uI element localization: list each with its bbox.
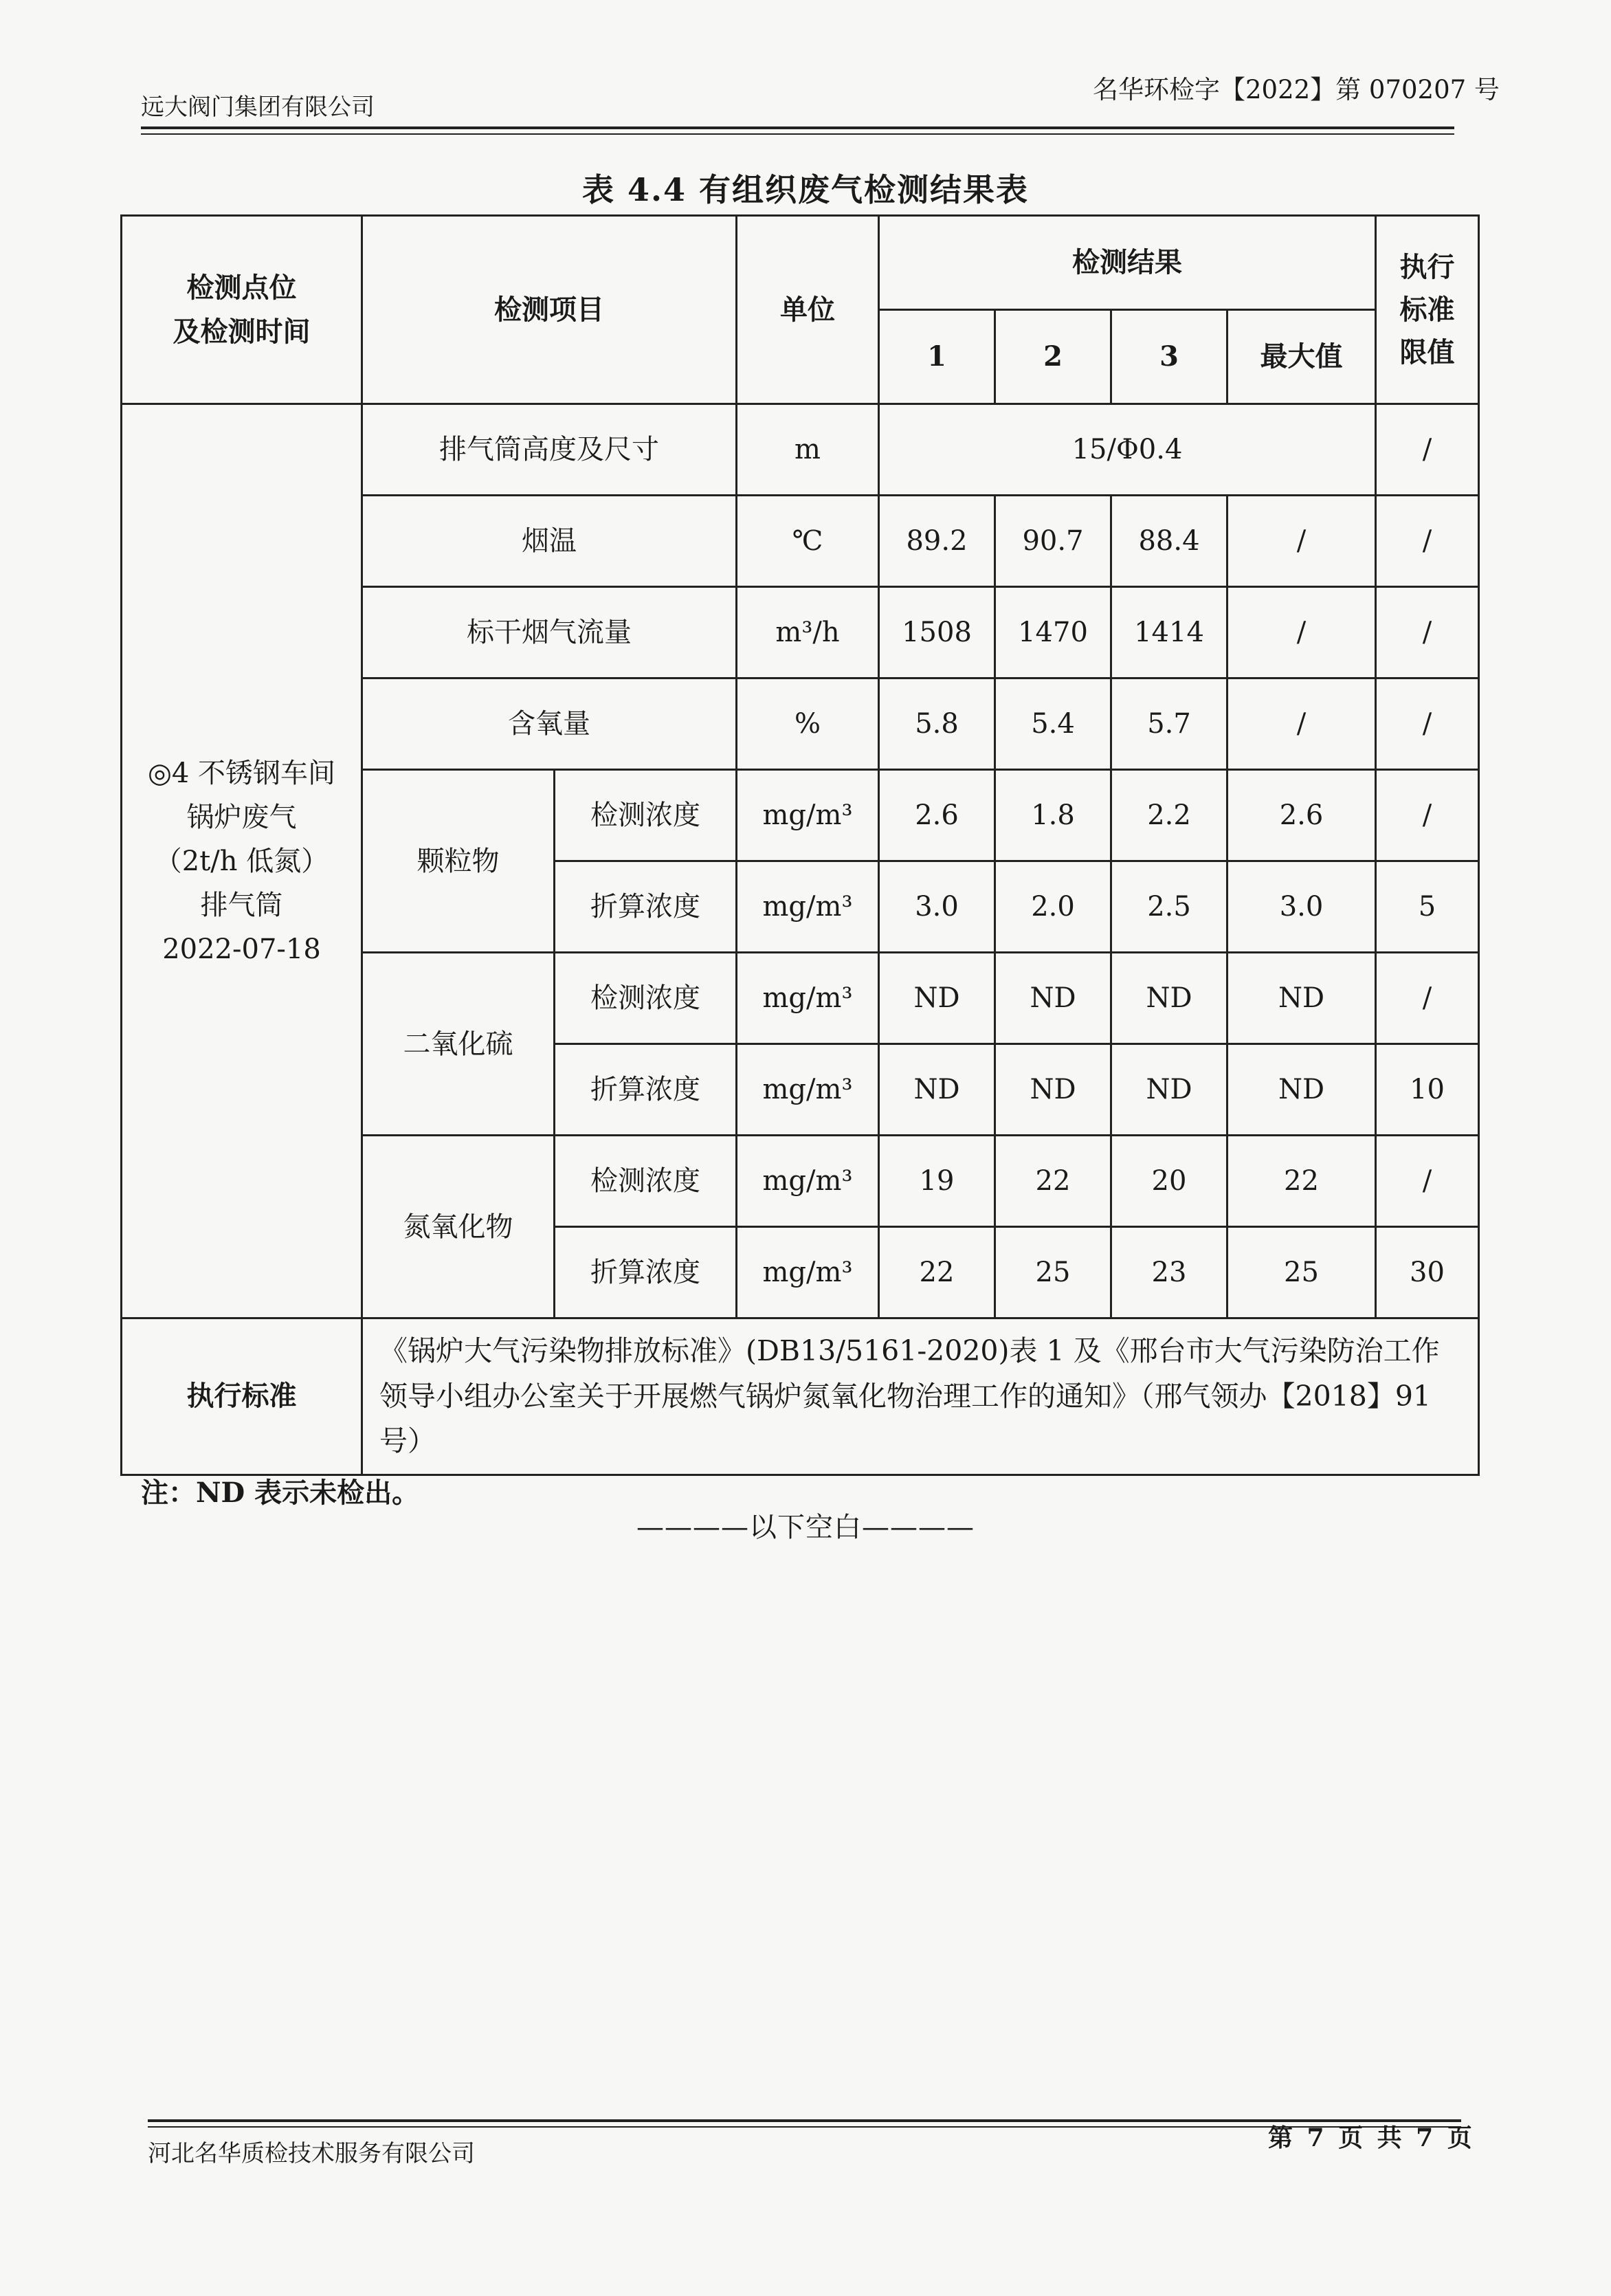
footer-page-number: 第 7 页 共 7 页 <box>1268 2123 1475 2152</box>
row-subitem: 检测浓度 <box>555 1136 737 1227</box>
standard-row <box>122 1318 1479 1475</box>
row-subitem: 折算浓度 <box>555 861 737 953</box>
row-value-3: 2.5 <box>1111 861 1227 953</box>
row-value-2: 22 <box>995 1136 1111 1227</box>
row-value-3: 23 <box>1111 1227 1227 1318</box>
row-unit: mg/m³ <box>737 953 879 1044</box>
header-report-number: 名华环检字【2022】第 070207 号 <box>1093 75 1500 104</box>
header-result-max: 最大值 <box>1227 310 1376 404</box>
row-limit: / <box>1376 953 1479 1044</box>
row-value-1: 2.6 <box>879 770 995 861</box>
row-value-2: 25 <box>995 1227 1111 1318</box>
pollutant-name: 氮氧化物 <box>362 1136 555 1318</box>
row-value-1: 89.2 <box>879 496 995 587</box>
row-value-max: / <box>1227 587 1376 678</box>
row-unit: mg/m³ <box>737 1136 879 1227</box>
results-table <box>120 214 1480 1476</box>
row-value-max: / <box>1227 678 1376 770</box>
row-unit: % <box>737 678 879 770</box>
row-limit: / <box>1376 1136 1479 1227</box>
header-location: 检测点位 及检测时间 <box>122 216 362 404</box>
row-unit: m <box>737 404 879 496</box>
row-value-max: / <box>1227 496 1376 587</box>
blank-marker: ————以下空白———— <box>636 1512 975 1543</box>
row-limit: / <box>1376 496 1479 587</box>
row-value-1: 3.0 <box>879 861 995 953</box>
table-row <box>122 404 1479 496</box>
standard-text: 《锅炉大气污染物排放标准》(DB13/5161-2020)表 1 及《邢台市大气污染防治工作领导小组办公室关于开展燃气锅炉氮氧化物治理工作的通知》（邢气领办【2018】91 号） <box>362 1318 1479 1475</box>
row-value-3: ND <box>1111 953 1227 1044</box>
row-value-max: 25 <box>1227 1227 1376 1318</box>
footer-rule <box>148 2119 1461 2122</box>
row-value-2: ND <box>995 1044 1111 1136</box>
chimney-size-value: 15/Φ0.4 <box>879 404 1376 496</box>
row-unit: mg/m³ <box>737 1227 879 1318</box>
header-item: 检测项目 <box>362 216 737 404</box>
row-value-max: 3.0 <box>1227 861 1376 953</box>
row-item: 标干烟气流量 <box>362 587 737 678</box>
row-value-1: 5.8 <box>879 678 995 770</box>
row-value-3: 2.2 <box>1111 770 1227 861</box>
row-unit: m³/h <box>737 587 879 678</box>
row-value-3: 5.7 <box>1111 678 1227 770</box>
row-item: 排气筒高度及尺寸 <box>362 404 737 496</box>
header-result-3: 3 <box>1111 310 1227 404</box>
row-subitem: 折算浓度 <box>555 1227 737 1318</box>
row-limit: 10 <box>1376 1044 1479 1136</box>
row-value-2: 1470 <box>995 587 1111 678</box>
row-value-2: 1.8 <box>995 770 1111 861</box>
row-value-1: 1508 <box>879 587 995 678</box>
row-limit: / <box>1376 587 1479 678</box>
row-subitem: 折算浓度 <box>555 1044 737 1136</box>
table-title: 表 4.4 有组织废气检测结果表 <box>581 171 1030 208</box>
row-unit: mg/m³ <box>737 1044 879 1136</box>
header-result-2: 2 <box>995 310 1111 404</box>
row-value-max: 22 <box>1227 1136 1376 1227</box>
standard-label: 执行标准 <box>122 1318 362 1475</box>
footer-company: 河北名华质检技术服务有限公司 <box>148 2140 475 2167</box>
table-note: 注：ND 表示未检出。 <box>141 1477 420 1509</box>
row-item: 含氧量 <box>362 678 737 770</box>
row-unit: mg/m³ <box>737 770 879 861</box>
row-subitem: 检测浓度 <box>555 953 737 1044</box>
row-limit: 30 <box>1376 1227 1479 1318</box>
footer-rule-thin <box>148 2126 1461 2128</box>
row-value-3: 88.4 <box>1111 496 1227 587</box>
row-value-max: ND <box>1227 953 1376 1044</box>
header-results: 检测结果 <box>879 216 1376 310</box>
row-unit: ℃ <box>737 496 879 587</box>
header-rule-thin <box>141 133 1454 135</box>
row-limit: / <box>1376 770 1479 861</box>
pollutant-name: 二氧化硫 <box>362 953 555 1136</box>
row-limit: / <box>1376 678 1479 770</box>
location-cell: ◎4 不锈钢车间 锅炉废气 （2t/h 低氮） 排气筒 2022-07-18 <box>122 404 362 1318</box>
header-limit: 执行 标准 限值 <box>1376 216 1479 404</box>
row-value-2: 2.0 <box>995 861 1111 953</box>
row-value-3: 20 <box>1111 1136 1227 1227</box>
row-value-2: 5.4 <box>995 678 1111 770</box>
header-company: 远大阀门集团有限公司 <box>141 93 375 121</box>
row-subitem: 检测浓度 <box>555 770 737 861</box>
header-unit: 单位 <box>737 216 879 404</box>
row-value-1: 22 <box>879 1227 995 1318</box>
row-unit: mg/m³ <box>737 861 879 953</box>
row-value-2: 90.7 <box>995 496 1111 587</box>
row-value-2: ND <box>995 953 1111 1044</box>
row-value-1: ND <box>879 953 995 1044</box>
row-value-max: 2.6 <box>1227 770 1376 861</box>
row-value-1: ND <box>879 1044 995 1136</box>
row-value-max: ND <box>1227 1044 1376 1136</box>
header-result-1: 1 <box>879 310 995 404</box>
pollutant-name: 颗粒物 <box>362 770 555 953</box>
row-item: 烟温 <box>362 496 737 587</box>
row-value-3: ND <box>1111 1044 1227 1136</box>
row-limit: / <box>1376 404 1479 496</box>
row-limit: 5 <box>1376 861 1479 953</box>
row-value-1: 19 <box>879 1136 995 1227</box>
header-rule <box>141 126 1454 129</box>
row-value-3: 1414 <box>1111 587 1227 678</box>
